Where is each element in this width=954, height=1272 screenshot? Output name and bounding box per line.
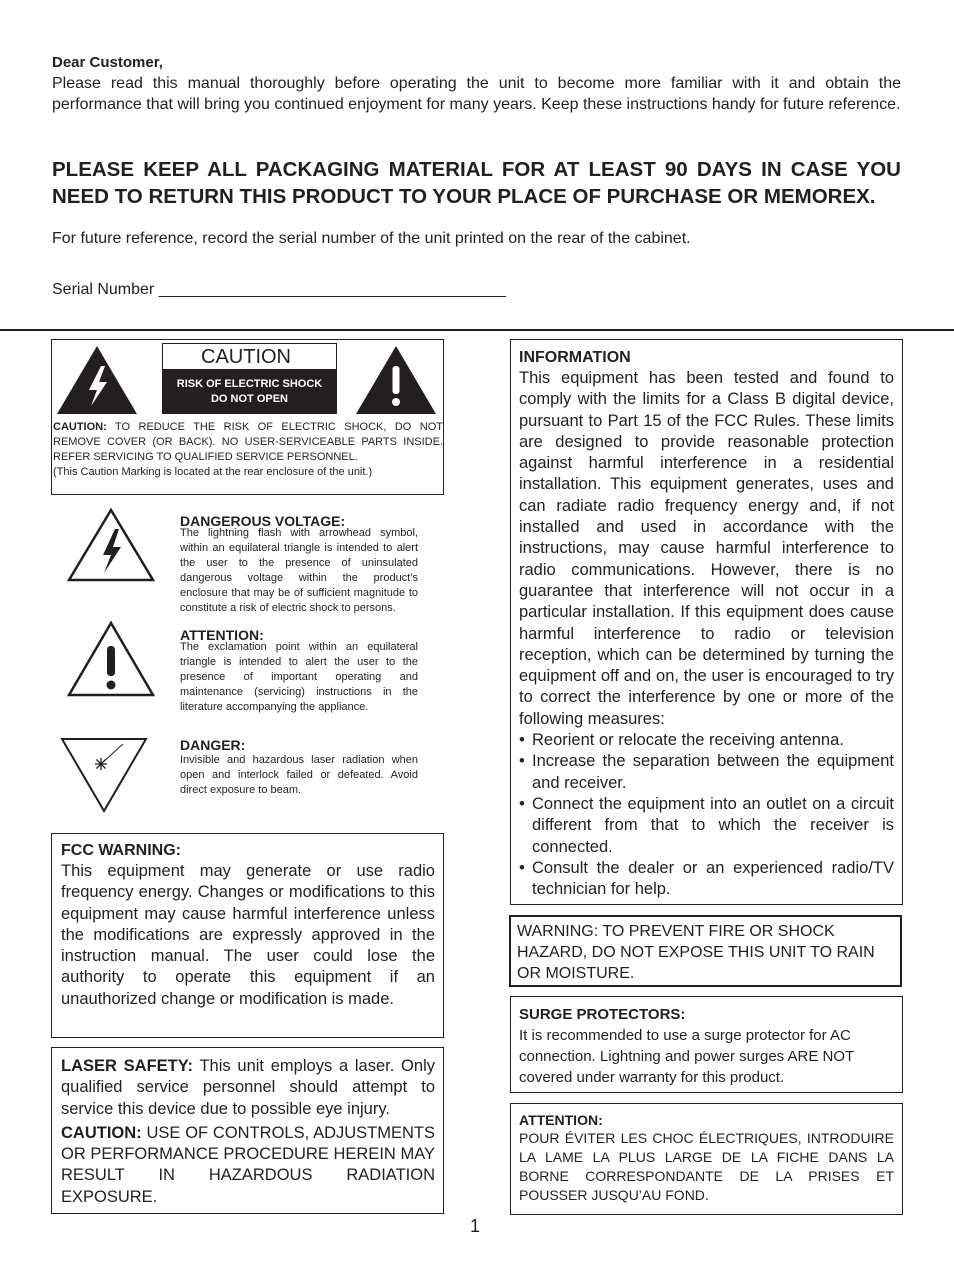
- list-item: • Increase the separation between the equipment and receiver.: [519, 751, 894, 794]
- information-box: [510, 339, 903, 905]
- lightning-triangle-icon: [55, 344, 139, 416]
- caution-title: CAUTION: [162, 343, 337, 370]
- caution-note-label: CAUTION:: [53, 421, 107, 433]
- exclamation-triangle-icon: [354, 344, 438, 416]
- attention-text: The exclamation point within an equilateral triangle is intended to alert the user to the presence of important operating and maintenance (servicing) instructions in the literature accompanying the appliance.: [180, 641, 418, 713]
- information-title: INFORMATION: [519, 349, 631, 366]
- surge-title: SURGE PROTECTORS:: [519, 1006, 686, 1023]
- laser-caution-paragraph: [61, 1123, 435, 1208]
- packaging-notice: PLEASE KEEP ALL PACKAGING MATERIAL FOR AT LEAST 90 DAYS IN CASE YOU NEED TO RETURN THIS PRODUCT TO YOUR PLACE OF PURCHASE OR MEMOREX.: [52, 158, 901, 208]
- attention-french-box: [510, 1103, 903, 1215]
- fcc-warning-box: [51, 833, 444, 1038]
- laser-text: This unit employs a laser. Only qualified service personnel should attempt to service this device due to possible eye injury.: [61, 1057, 435, 1118]
- lightning-triangle-outline-icon: [66, 507, 156, 583]
- exclamation-triangle-outline-icon: [66, 620, 156, 698]
- list-item: • Consult the dealer or an experienced radio/TV technician for help.: [519, 858, 894, 901]
- surge-text: It is recommended to use a surge protector for AC connection. Lightning and power surges ARE NOT covered under warranty for this product.: [519, 1027, 854, 1086]
- laser-hazard-triangle-icon: [59, 736, 149, 814]
- laser-caution-label: CAUTION:: [61, 1123, 142, 1142]
- laser-safety-box: [51, 1047, 444, 1214]
- attention-fr-text: POUR ÉVITER LES CHOC ÉLECTRIQUES, INTRODUIRE LA LAME LA PLUS LARGE DE LA FICHE DANS LA BORNE CORRESPONDANTE DE LA PRISES ET POUSSER JUSQU’AU FOND.: [519, 1130, 894, 1203]
- bullet-text: Consult the dealer or an experienced radio/TV technician for help.: [532, 858, 894, 899]
- intro-paragraph: Please read this manual thoroughly before operating the unit to become more familiar with it and obtain the performance that will bring you continued enjoyment for many years. Keep these instructions handy for future reference.: [52, 75, 901, 113]
- caution-note-location: (This Caution Marking is located at the rear enclosure of the unit.): [53, 466, 373, 478]
- information-bullets: [519, 730, 894, 900]
- danger-text: Invisible and hazardous laser radiation when open and interlock failed or defeated. Avoid direct exposure to beam.: [180, 754, 418, 796]
- shock-banner-line1: RISK OF ELECTRIC SHOCK: [176, 378, 323, 390]
- danger-title: DANGER:: [180, 737, 246, 753]
- shock-banner-line2: DO NOT OPEN: [210, 393, 288, 405]
- caution-note-text: TO REDUCE THE RISK OF ELECTRIC SHOCK, DO NOT REMOVE COVER (OR BACK). NO USER-SERVICEABLE PARTS INSIDE. REFER SERVICING TO QUALIFIED SERVICE PERSONNEL.: [53, 421, 443, 463]
- bullet-text: Increase the separation between the equipment and receiver.: [532, 752, 894, 792]
- surge-protectors-box: [510, 996, 903, 1093]
- attention-title: ATTENTION:: [180, 627, 264, 643]
- bullet-text: Connect the equipment into an outlet on a circuit different from that to which the receiver is connected.: [532, 794, 894, 856]
- serial-number-field: Serial Number _______________________________________: [52, 281, 506, 298]
- fcc-text: This equipment may generate or use radio frequency energy. Changes or modifications to this equipment may cause harmful interference unless the modifications are expressly approved in the instruction manual. The user could lose the authority to operate this equipment if an unauthorized change or modification is made.: [61, 862, 435, 1008]
- laser-caution-text: USE OF CONTROLS, ADJUSTMENTS OR PERFORMANCE PROCEDURE HEREIN MAY RESULT IN HAZARDOUS RADIATION EXPOSURE.: [61, 1123, 435, 1206]
- information-text: This equipment has been tested and found to comply with the limits for a Class B digital device, pursuant to Part 15 of the FCC Rules. These limits are designed to provide reasonable protection against harmful interference in a residential installation. This equipment generates, uses and can radiate radio frequency energy and, if not installed and used in accordance with the instructions, may cause harmful interference to radio communications. However, there is no guarantee that interference will not occur in a particular installation. If this equipment does cause harmful interference to radio or television reception, which can be determined by turning the equipment off and on, the user is encouraged to try to correct the interference by one or more of the following measures:: [519, 369, 894, 728]
- divider: [0, 329, 954, 331]
- warning-text: WARNING: TO PREVENT FIRE OR SHOCK HAZARD, DO NOT EXPOSE THIS UNIT TO RAIN OR MOISTURE.: [517, 923, 875, 982]
- caution-label-box: [51, 339, 444, 495]
- list-item: • Connect the equipment into an outlet on a circuit different from that to which the receiver is connected.: [519, 794, 894, 858]
- laser-label: LASER SAFETY:: [61, 1057, 194, 1075]
- caution-note: [53, 420, 443, 480]
- bullet-text: Reorient or relocate the receiving antenna.: [532, 731, 844, 750]
- page-number: 1: [470, 1216, 481, 1236]
- fire-shock-warning-box: [509, 915, 902, 987]
- attention-fr-title: ATTENTION:: [519, 1112, 603, 1128]
- voltage-title: DANGEROUS VOLTAGE:: [180, 513, 346, 529]
- reference-note: For future reference, record the serial number of the unit printed on the rear of the cabinet.: [52, 230, 691, 247]
- voltage-text: The lightning flash with arrowhead symbol, within an equilateral triangle is intended to alert the user to the presence of uninsulated dangerous voltage within the product’s enclosure that may be of sufficient magnitude to constitute a risk of electric shock to persons.: [180, 527, 418, 614]
- list-item: • Reorient or relocate the receiving antenna.: [519, 730, 894, 751]
- greeting: Dear Customer,: [52, 54, 163, 71]
- fcc-title: FCC WARNING:: [61, 842, 181, 859]
- laser-safety-paragraph: [61, 1056, 435, 1120]
- shock-banner: [162, 370, 337, 414]
